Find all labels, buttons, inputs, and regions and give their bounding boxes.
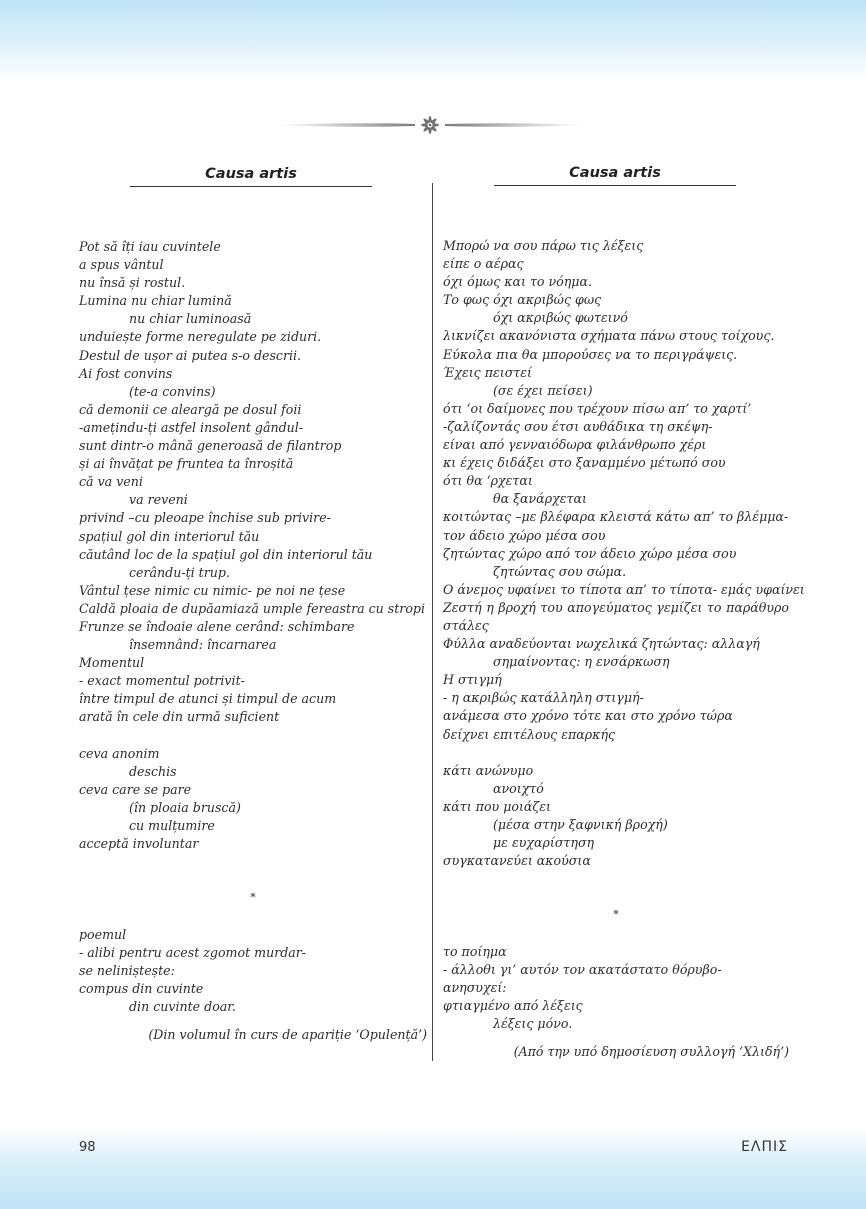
poem-line: (în ploaia bruscă) xyxy=(129,799,241,815)
poem-line: - alibi pentru acest zgomot murdar- xyxy=(79,944,307,960)
stanza-3 xyxy=(443,943,789,1033)
poem-line: Φύλλα αναδεύονται νωχελικά ζητώντας: αλλαγή xyxy=(443,636,760,652)
poem-line: însemnând: încarnarea xyxy=(129,637,277,653)
poem-line: unduiește forme neregulate pe ziduri. xyxy=(79,329,322,345)
poem-line: (μέσα στην ξαφνική βροχή) xyxy=(493,817,668,832)
poem-line: ceva anonim xyxy=(79,745,160,761)
poem-line: Lumina nu chiar lumină xyxy=(79,293,232,309)
poem-line: όχι όμως και το νόημα. xyxy=(443,274,592,290)
poem-line: θα ξανάρχεται xyxy=(493,491,587,507)
poem-line: κάτι ανώνυμο xyxy=(443,762,534,778)
poem-line: κι έχεις διδάξει στο ξαναμμένο μέτωπό σου xyxy=(443,455,726,471)
poem-line: nu chiar luminoasă xyxy=(129,311,252,327)
poem-line: Ο άνεμος υφαίνει το τίποτα απ’ το τίποτα- εμάς υφαίνει xyxy=(443,581,805,597)
poem-line: Ai fost convins xyxy=(79,365,173,381)
poem-line: Frunze se îndoaie alene cerând: schimbare xyxy=(79,618,355,634)
poem-line: Destul de ușor ai putea s-o descrii. xyxy=(79,347,302,363)
poem-line: din cuvinte doar. xyxy=(129,998,236,1014)
blank-line xyxy=(443,888,789,906)
poem-line: sunt dintr-o mână generoasă de filantrop xyxy=(79,438,342,454)
column-divider xyxy=(432,183,433,1061)
blank-line xyxy=(443,925,789,943)
poem-line: Momentul xyxy=(79,655,145,671)
blank-line xyxy=(79,871,427,889)
poem-line: κάτι που μοιάζει xyxy=(443,798,551,814)
stanza-1 xyxy=(443,237,805,744)
stanza-2 xyxy=(443,762,789,871)
poem-line: ανάμεσα στο χρόνο τότε και στο χρόνο τώρα xyxy=(443,708,733,724)
poem-line: va reveni xyxy=(129,492,188,508)
poem-line: privind –cu pleoape închise sub privire- xyxy=(79,510,331,526)
footer-band xyxy=(0,1128,866,1209)
poem-line: κοιτώντας –με βλέφαρα κλειστά κάτω απ’ το βλέμμα- xyxy=(443,509,789,525)
header-band xyxy=(0,0,866,80)
poem-line: είπε ο αέρας xyxy=(443,256,524,272)
left-poem-title: Causa artis xyxy=(130,164,372,187)
poem-line: ζητώντας χώρο από τον άδειο χώρο μέσα σου xyxy=(443,545,737,561)
page-number: 98 xyxy=(79,1140,96,1155)
poem-line: δείχνει επιτέλους επαρκής xyxy=(443,726,616,742)
poem-line: compus din cuvinte xyxy=(79,980,204,996)
poem-line: συγκατανεύει ακούσια xyxy=(443,853,591,869)
poem-line: arată în cele din urmă suficient xyxy=(79,709,280,725)
poem-line: și ai învățat pe fruntea ta înroșită xyxy=(79,456,294,472)
poem-line: spațiul gol din interiorul tău xyxy=(79,528,260,544)
poem-line: σημαίνοντας: η ενσάρκωση xyxy=(493,654,670,670)
poem-line: ότι ‘οι δαίμονες που τρέχουν πίσω απ’ το χαρτί’ xyxy=(443,400,752,416)
poem-line: ceva care se pare xyxy=(79,781,192,797)
poem-line: στάλες xyxy=(443,617,489,633)
blank-line xyxy=(79,907,427,925)
poem-line: - exact momentul potrivit- xyxy=(79,673,245,689)
poem-line: τον άδειο χώρο μέσα σου xyxy=(443,527,606,543)
poem-line: ότι θα ‘ρχεται xyxy=(443,473,533,489)
poem-line: λέξεις μόνο. xyxy=(493,1016,573,1032)
poem-line: Μπορώ να σου πάρω τις λέξεις xyxy=(443,238,644,253)
poem-line: a spus vântul xyxy=(79,257,164,273)
poem-line: όχι ακριβώς φωτεινό xyxy=(493,310,628,326)
poem-line: Pot să îți iau cuvintele xyxy=(79,239,221,254)
poem-line: Εύκολα πια θα μπορούσες να το περιγράψεις. xyxy=(443,346,738,362)
poem-line: cu mulțumire xyxy=(129,818,215,833)
poem-line: că demonii ce aleargă pe dosul foii xyxy=(79,401,302,417)
poem-line: το ποίημα xyxy=(443,943,507,959)
poem-line: poemul xyxy=(79,926,127,942)
poem-line: acceptă involuntar xyxy=(79,836,199,852)
flower-icon xyxy=(421,116,439,134)
source-note: (Din volumul în curs de apariție ‘Opulență’) xyxy=(148,1027,427,1043)
poem-line: λικνίζει ακανόνιστα σχήματα πάνω στους τοίχους. xyxy=(443,328,775,344)
poem-line: Vântul țese nimic cu nimic- pe noi ne țese xyxy=(79,582,346,598)
poem-line: cerându-ți trup. xyxy=(129,564,230,580)
section-separator: * xyxy=(250,891,256,905)
greek-poem xyxy=(443,237,805,1061)
blank-line xyxy=(79,727,427,745)
source-note: (Από την υπό δημοσίευση συλλογή ‘Χλιδή’) xyxy=(513,1044,789,1060)
poem-line: (te-a convins) xyxy=(129,383,216,399)
poem-line: Caldă ploaia de dupăamiază umple fereastra cu stropi xyxy=(79,600,425,616)
poem-line: Έχεις πειστεί xyxy=(443,364,532,380)
poem-line: -ζαλίζοντάς σου έτσι αυθάδικα τη σκέψη- xyxy=(443,418,713,434)
blank-line xyxy=(79,853,427,871)
poem-line: με ευχαρίστηση xyxy=(493,835,595,851)
stanza-1 xyxy=(79,238,427,727)
poem-line: între timpul de atunci și timpul de acum xyxy=(79,691,337,707)
poem-line: deschis xyxy=(129,763,177,779)
poem-line: ανησυχεί: xyxy=(443,979,507,995)
stanza-2 xyxy=(79,745,427,854)
poem-line: Η στιγμή xyxy=(443,672,502,688)
poem-line: - άλλοθι γι’ αυτόν τον ακατάστατο θόρυβο- xyxy=(443,961,722,977)
stanza-3 xyxy=(79,926,427,1016)
poem-line: Το φως όχι ακριβώς φως xyxy=(443,292,602,308)
poem-line: - η ακριβώς κατάλληλη στιγμή- xyxy=(443,690,644,706)
right-poem-title: Causa artis xyxy=(494,163,736,186)
poem-line: că va veni xyxy=(79,474,143,490)
blank-line xyxy=(443,870,789,888)
poem-line: nu însă și rostul. xyxy=(79,275,186,291)
blank-line xyxy=(443,744,789,762)
section-separator: * xyxy=(613,908,619,922)
poem-line: είναι από γενναιόδωρα φιλάνθρωπο χέρι xyxy=(443,437,707,453)
poem-line: (σε έχει πείσει) xyxy=(493,382,593,398)
magazine-title: ΕΛΠΙΣ xyxy=(741,1139,788,1155)
ornament xyxy=(270,112,590,138)
poem-line: Ζεστή η βροχή του απογεύματος γεμίζει το παράθυρο xyxy=(443,599,789,615)
poem-line: φτιαγμένο από λέξεις xyxy=(443,997,583,1013)
poem-line: căutând loc de la spațiul gol din interiorul tău xyxy=(79,546,373,562)
poem-line: se neliniștește: xyxy=(79,962,175,978)
poem-line: ζητώντας σου σώμα. xyxy=(493,563,627,579)
poem-line: -amețindu-ți astfel insolent gândul- xyxy=(79,419,304,435)
poem-line: ανοιχτό xyxy=(493,780,544,796)
romanian-poem xyxy=(79,238,427,1044)
